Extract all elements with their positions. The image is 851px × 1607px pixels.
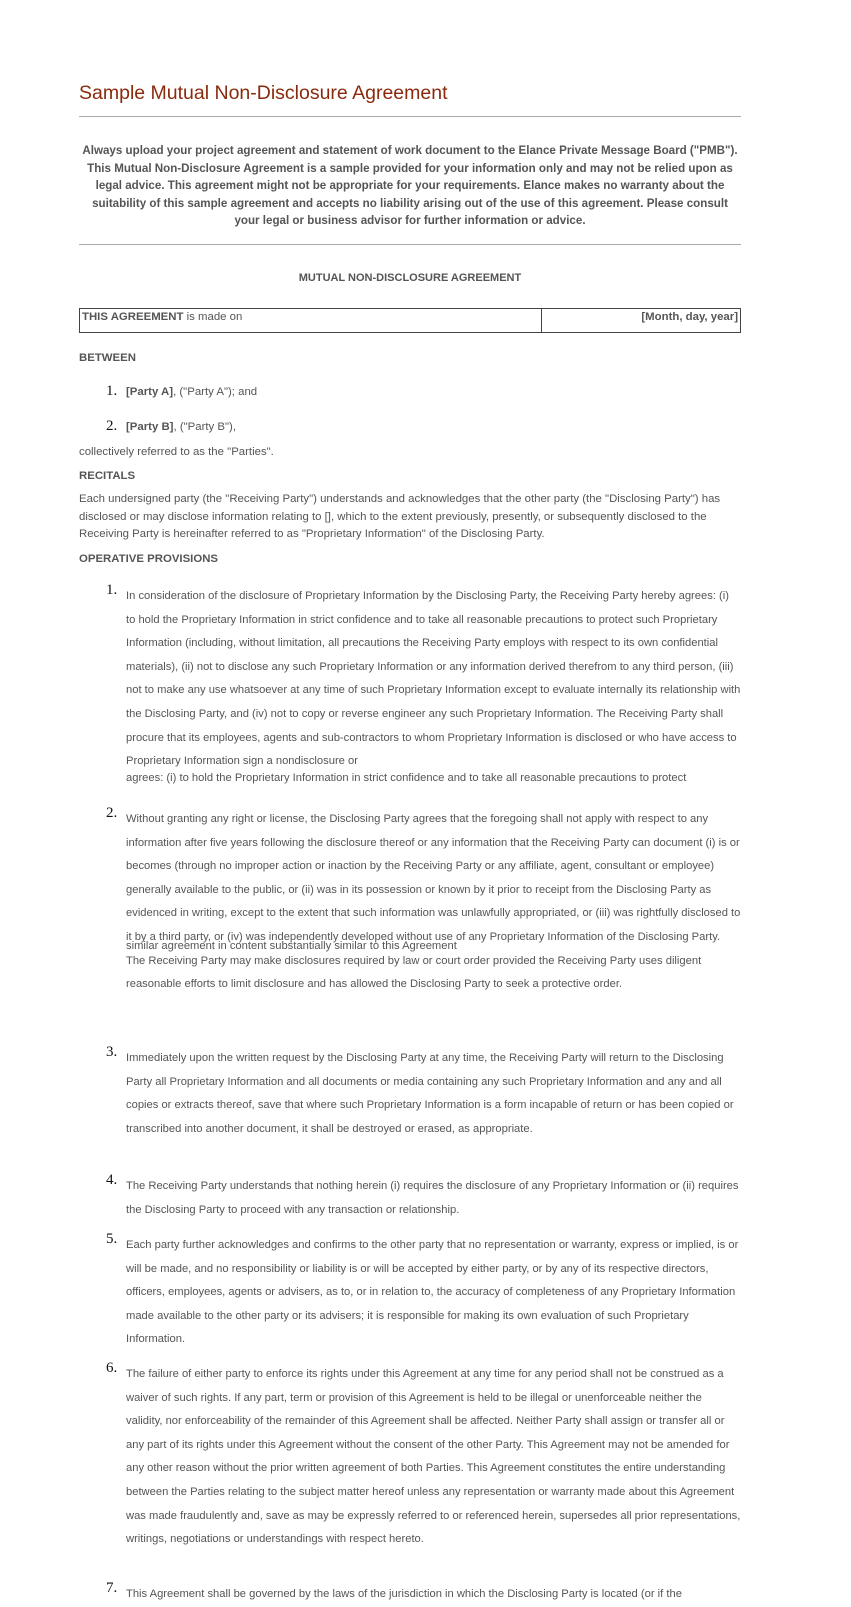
provision-text: Immediately upon the written request by the Disclosing Party at any time, the Receiving Party will return to the Disclosing Party all Proprietary Information and all documents or media containing any such Proprietary Information and any and all copies or extracts thereof, save that where such Proprietary Information is a form incapable of return or has been copied or transcribed into another document, it shall be destroyed or erased, as appropriate. bbox=[126, 1052, 734, 1135]
disclaimer-divider bbox=[79, 244, 741, 245]
agreement-date-table bbox=[79, 308, 741, 333]
agreement-lead-cell bbox=[80, 309, 542, 332]
provision-text: Without granting any right or license, the Disclosing Party agrees that the foregoing shall not apply with respect to any information after five years following the disclosure thereof or any information that the Receiving Party can document (i) is or becomes (through no improper action or inaction by the Receiving Party or any affiliate, agent, consultant or employee) generally available to the public, or (ii) was in its possession or known by it prior to receipt from the Disclosing Party as evidenced in writing, except to the extent that such information was unlawfully appropriated, or (iii) was rightfully disclosed to it by a third party, or (iv) was independently developed without use of any Proprietary Information of the Disclosing Party. The Receiving Party may make disclosures required by law or court order provided the Receiving Party uses diligent reasonable efforts to limit disclosure and has allowed the Disclosing Party to seek a protective order. bbox=[126, 813, 741, 991]
agreement-lead-bold: THIS AGREEMENT bbox=[82, 311, 184, 323]
operative-provisions-label: OPERATIVE PROVISIONS bbox=[79, 553, 219, 565]
provision-text: This Agreement shall be governed by the laws of the jurisdiction in which the Disclosing Party is located (or if the bbox=[126, 1588, 682, 1600]
page-title: Sample Mutual Non-Disclosure Agreement bbox=[79, 82, 448, 104]
provision-text: The Receiving Party understands that nothing herein (i) requires the disclosure of any Proprietary Information or (ii) requires the Disclosing Party to proceed with any transaction or relationship. bbox=[126, 1180, 739, 1216]
party-alias: , ("Party B"), bbox=[173, 421, 236, 433]
document-heading: MUTUAL NON-DISCLOSURE AGREEMENT bbox=[298, 272, 522, 284]
party-number: 1. bbox=[106, 383, 118, 399]
between-label: BETWEEN bbox=[79, 352, 136, 364]
recitals-label: RECITALS bbox=[79, 470, 136, 482]
provision-number: 1. bbox=[106, 582, 118, 598]
party-number: 2. bbox=[106, 418, 118, 434]
party-name: [Party B] bbox=[126, 421, 174, 433]
provision-number: 5. bbox=[106, 1231, 118, 1247]
party-alias: , ("Party A"); and bbox=[173, 386, 258, 398]
provision-text: In consideration of the disclosure of Proprietary Information by the Disclosing Party, the Receiving Party hereby agrees: (i) to hold the Proprietary Information in strict confidence and to take all reasonable precautions to protect such Proprietary Information (including, without limitation, all precautions the Receiving Party employs with respect to its own confidential materials), (ii) not to disclose any such Proprietary Information or any information derived therefrom to any third person, (iii) not to make any use whatsoever at any time of such Proprietary Information except to evaluate internally its relationship with the Disclosing Party, and (iv) not to copy or reverse engineer any such Proprietary Information. The Receiving Party shall procure that its employees, agents and sub-contractors to whom Proprietary Information is disclosed or who have access to Proprietary Information sign a nondisclosure or bbox=[126, 590, 741, 768]
provision-text: The failure of either party to enforce its rights under this Agreement at any time for any period shall not be construed as a waiver of such rights. If any part, term or provision of this Agreement is held to be illegal or unenforceable neither the validity, nor enforceability of the remainder of this Agreement shall be affected. Neither Party shall assign or transfer all or any part of its rights under this Agreement without the consent of the other Party. This Agreement may not be amended for any other reason without the prior written agreement of both Parties. This Agreement constitutes the entire understanding between the Parties relating to the subject matter hereof unless any representation or warranty made about this Agreement was made fraudulently and, save as may be expressly referred to or referenced herein, supersedes all prior representations, writings, negotiations or understandings with respect hereto. bbox=[126, 1368, 741, 1546]
agreement-lead-rest: is made on bbox=[183, 311, 243, 323]
agreement-date-cell: [Month, day, year] bbox=[641, 311, 738, 323]
overlapping-text-line: similar agreement in content substantially similar to this Agreement bbox=[126, 940, 457, 952]
provision-text: Each party further acknowledges and confirms to the other party that no representation or warranty, express or implied, is or will be made, and no responsibility or liability is or will be accepted by either party, or by any of its respective directors, officers, employees, agents or advisers, as to, or in relation to, the accuracy of completeness of any Proprietary Information made available to the other party or its advisers; it is responsible for making its own evaluation of such Proprietary Information. bbox=[126, 1239, 739, 1346]
provision-number: 4. bbox=[106, 1172, 118, 1188]
provision-number: 2. bbox=[106, 805, 118, 821]
provision-number: 7. bbox=[106, 1580, 118, 1596]
provision-number: 3. bbox=[106, 1044, 118, 1060]
title-divider bbox=[79, 116, 741, 117]
overlapping-text-line: agrees: (i) to hold the Proprietary Information in strict confidence and to take all reasonable precautions to protect bbox=[126, 772, 687, 784]
provision-number: 6. bbox=[106, 1360, 118, 1376]
recitals-text: Each undersigned party (the "Receiving Party") understands and acknowledges that the other party (the "Disclosing Party") has disclosed or may disclose information relating to [], which to the extent previously, presently, or subsequently disclosed to the Receiving Party is hereinafter referred to as "Proprietary Information" of the Disclosing Party. bbox=[79, 493, 721, 541]
party-name: [Party A] bbox=[126, 386, 174, 398]
disclaimer-notice: Always upload your project agreement and statement of work document to the Elance Private Message Board ("PMB"). This Mutual Non-Disclosure Agreement is a sample provided for your information only and may not be relied upon as legal advice. This agreement might not be appropriate for your requirements. Elance makes no warranty about the suitability of this sample agreement and accepts no liability arising out of the use of this agreement. Please consult your legal or business advisor for further information or advice. bbox=[82, 144, 738, 228]
collectively-text: collectively referred to as the "Parties". bbox=[79, 446, 274, 458]
